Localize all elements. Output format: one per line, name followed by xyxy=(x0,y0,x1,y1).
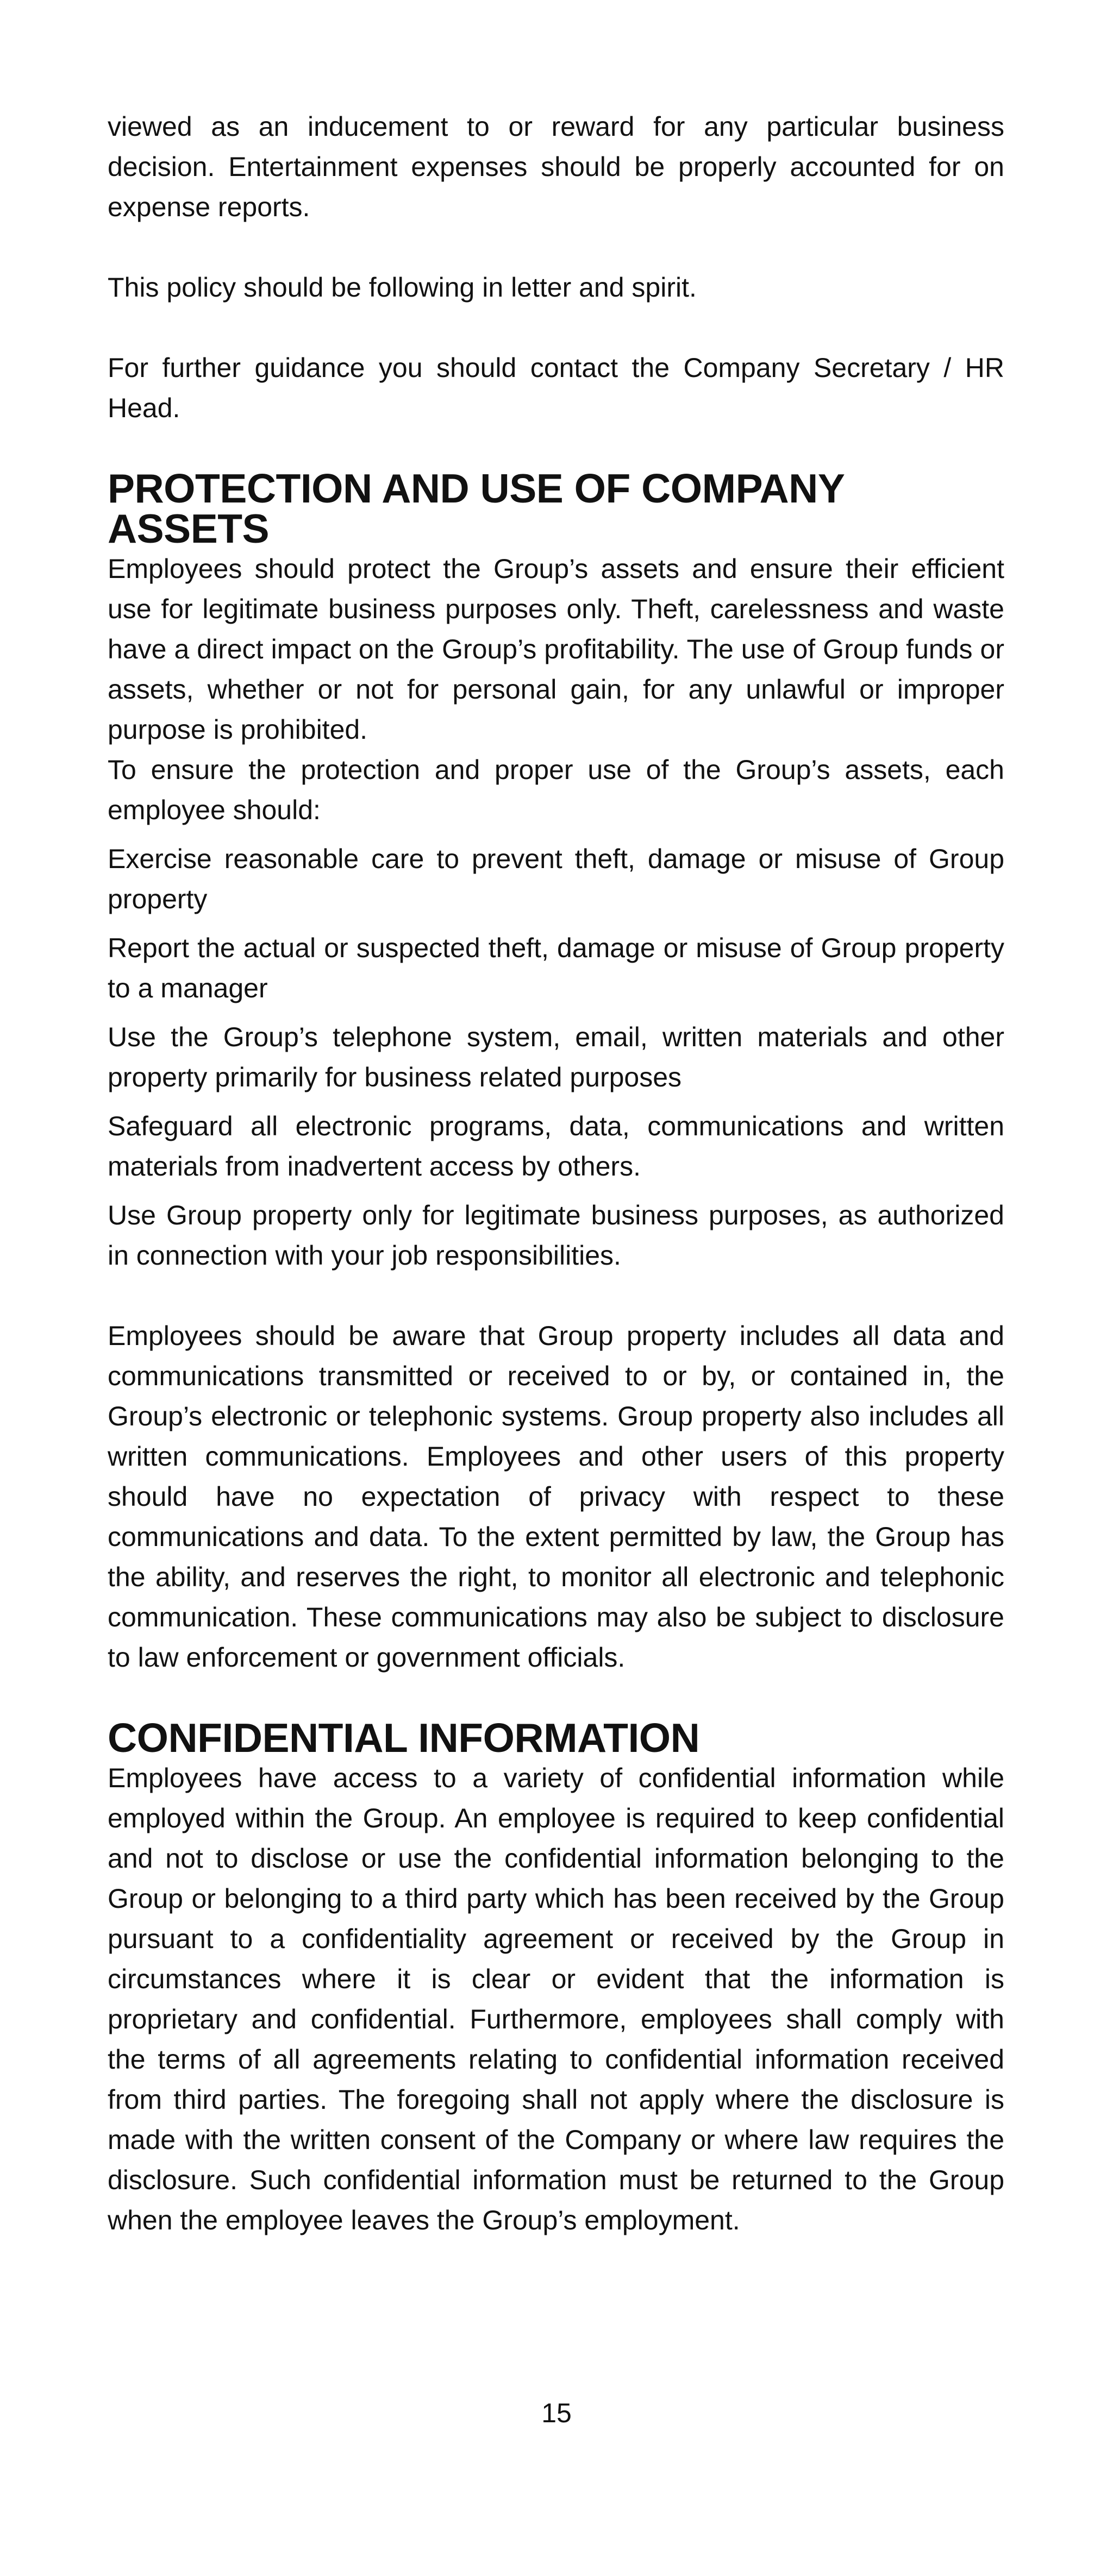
assets-list-item: Report the actual or suspected theft, damage or misuse of Group property to a manager xyxy=(108,933,1004,1003)
document-page xyxy=(108,106,1004,2240)
assets-list-item: Use Group property only for legitimate business purposes, as authorized in connection with your job responsibilities. xyxy=(108,1200,1004,1271)
intro-paragraph-entertainment: viewed as an inducement to or reward for any particular business decision. Entertainment expenses should be properly accounted for on expense reports. xyxy=(108,111,1004,222)
page-number: 15 xyxy=(541,2398,572,2428)
intro-paragraph-guidance: For further guidance you should contact the Company Secretary / HR Head. xyxy=(108,353,1004,423)
assets-list-item: Exercise reasonable care to prevent theft, damage or misuse of Group property xyxy=(108,844,1004,914)
assets-list-item: Use the Group’s telephone system, email, written materials and other property primarily for business related purposes xyxy=(108,1022,1004,1092)
assets-list-item: Safeguard all electronic programs, data, communications and written materials from inadvertent access by others. xyxy=(108,1111,1004,1182)
assets-paragraph-privacy: Employees should be aware that Group property includes all data and communications transmitted or received to or by, or contained in, the Group’s electronic or telephonic systems. Group property also includes all written communications. Employees and other users of this property should have no expectation of privacy with respect to these communications and data. To the extent permitted by law, the Group has the ability, and reserves the right, to monitor all electronic and telephonic communication. These communications may also be subject to disclosure to law enforcement or government officials. xyxy=(108,1321,1004,1673)
assets-paragraph-ensure: To ensure the protection and proper use of the Group’s assets, each employee should: xyxy=(108,755,1004,825)
assets-section-heading: PROTECTION AND USE OF COMPANY ASSETS xyxy=(108,466,845,551)
confidential-section-heading: CONFIDENTIAL INFORMATION xyxy=(108,1715,700,1761)
assets-item-list xyxy=(108,839,1004,1276)
confidential-paragraph: Employees have access to a variety of confidential information while employed within the Group. An employee is required to keep confidential and not to disclose or use the confidential information belonging to the Group or belonging to a third party which has been received by the Group pursuant to a confidentiality agreement or received by the Group in circumstances where it is clear or evident that the information is proprietary and confidential. Furthermore, employees shall comply with the terms of all agreements relating to confidential information received from third parties. The foregoing shall not apply where the disclosure is made with the written consent of the Company or where law requires the disclosure. Such confidential information must be returned to the Group when the employee leaves the Group’s employment. xyxy=(108,1763,1004,2235)
intro-paragraph-policy: This policy should be following in letter and spirit. xyxy=(108,272,697,303)
assets-paragraph-intro: Employees should protect the Group’s assets and ensure their efficient use for legitimate business purposes only. Theft, carelessness and waste have a direct impact on the Group’s profitability. The use of Group funds or assets, whether or not for personal gain, for any unlawful or improper purpose is prohibited. xyxy=(108,554,1004,745)
